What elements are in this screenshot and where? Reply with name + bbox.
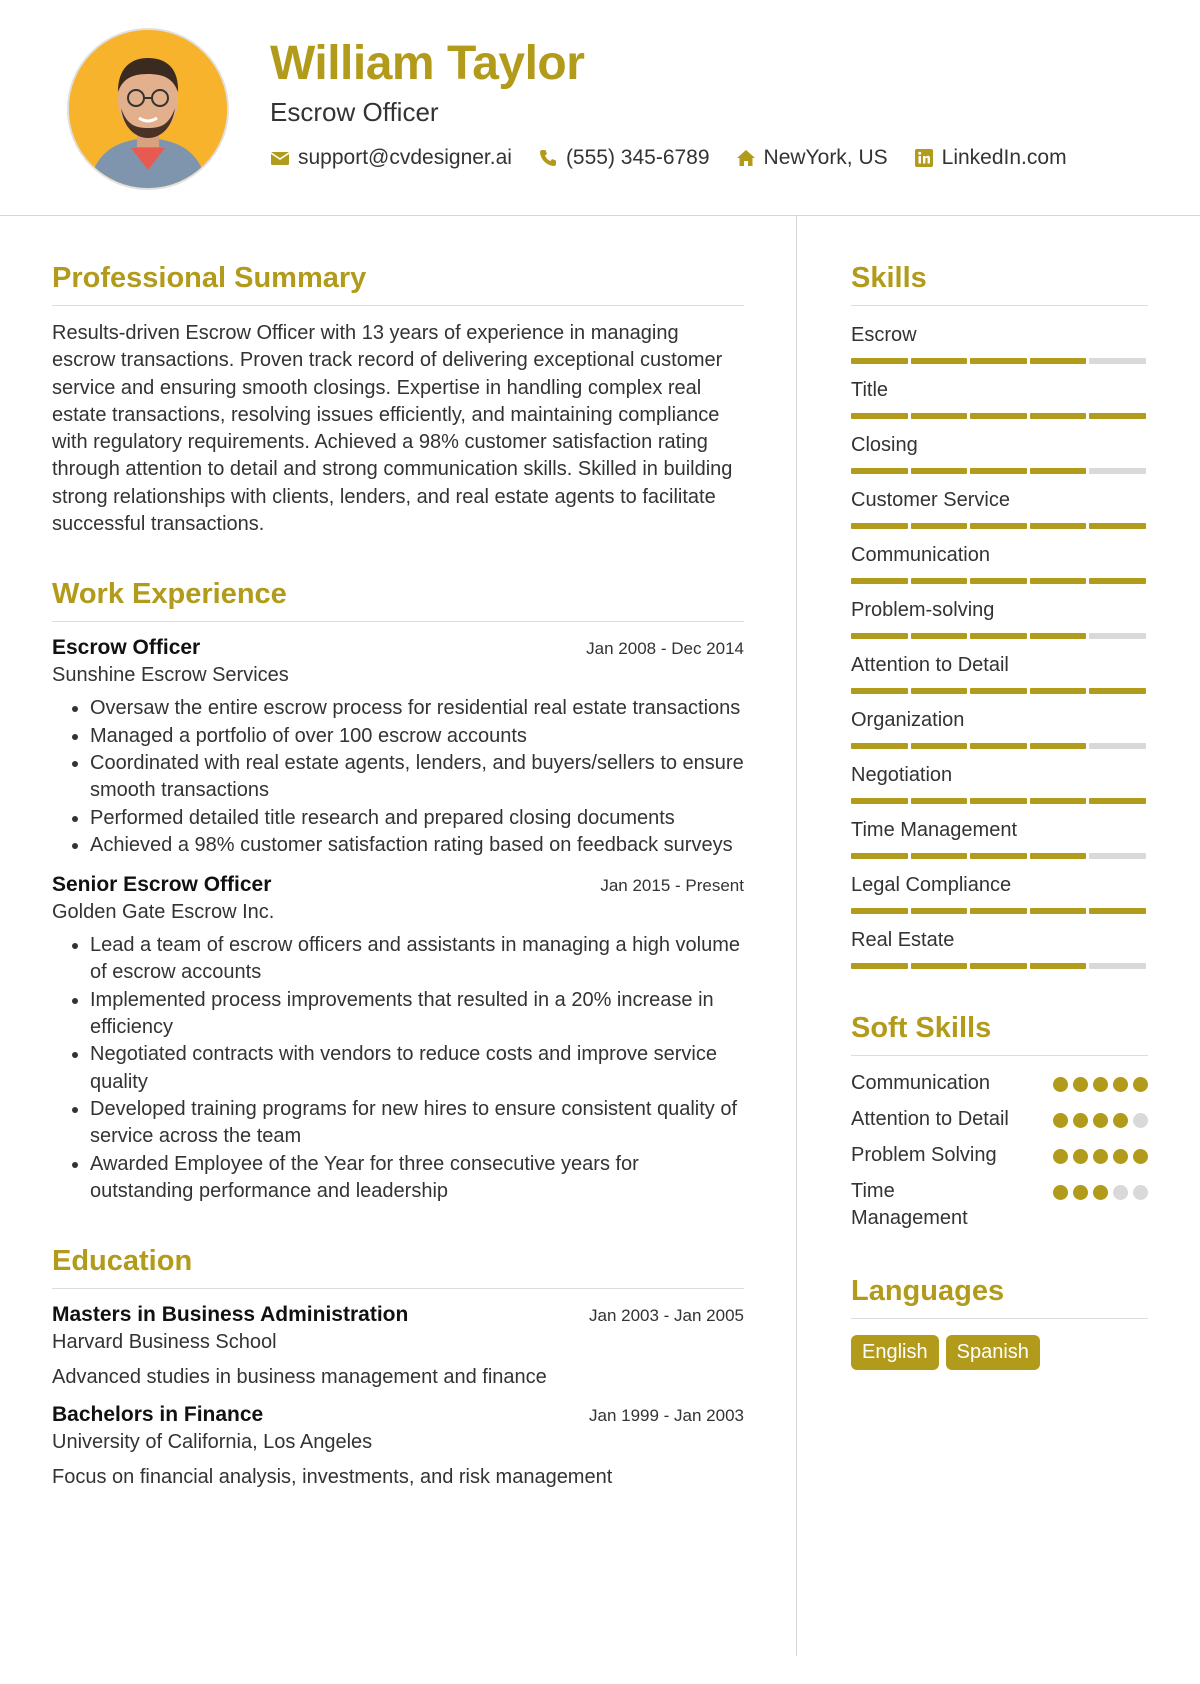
education-list	[52, 1303, 744, 1489]
job-bullet: • Coordinated with real estate agents, lenders, and buyers/sellers to ensure smooth transactions	[90, 750, 744, 805]
job-bullet: • Negotiated contracts with vendors to reduce costs and improve service quality	[90, 1041, 744, 1096]
soft-skill-item	[851, 1106, 1148, 1133]
skill-name: Real Estate	[851, 929, 955, 951]
rating-dot	[1073, 1149, 1088, 1164]
skill-item	[851, 925, 1148, 969]
skill-item	[851, 595, 1148, 639]
skill-level-bar	[851, 743, 1148, 749]
skill-level-segment	[1030, 853, 1087, 859]
skill-name: Problem-solving	[851, 599, 995, 621]
phone-icon	[538, 148, 558, 168]
soft-skills-list	[851, 1070, 1148, 1232]
skill-item	[851, 705, 1148, 749]
rating-dot	[1133, 1077, 1148, 1092]
summary-text: Results-driven Escrow Officer with 13 years of experience in managing escrow transactions. Proven track record of delivering exceptional customer service and ensuring smooth closings. Expertise in handling complex real estate transactions, resolving issues efficiently, and maintaining compliance with regulatory requirements. Achieved a 98% customer satisfaction rating through attention to detail and strong communication skills. Skilled in building strong relationships with clients, lenders, and real estate agents to facilitate successful transactions.	[52, 322, 733, 536]
rating-dot	[1113, 1113, 1128, 1128]
job-bullet: • Developed training programs for new hires to ensure consistent quality of service across the team	[90, 1096, 744, 1151]
skill-level-segment	[911, 743, 968, 749]
skill-level-segment	[1089, 578, 1146, 584]
contact-list	[270, 146, 1067, 170]
skill-level-segment	[1089, 688, 1146, 694]
soft-skill-rating	[1053, 1106, 1148, 1128]
skill-item	[851, 430, 1148, 474]
skill-item	[851, 650, 1148, 694]
skill-level-segment	[1089, 963, 1146, 969]
rating-dot	[1133, 1149, 1148, 1164]
skill-level-segment	[1030, 413, 1087, 419]
skill-name: Title	[851, 379, 889, 401]
soft-skill-item	[851, 1142, 1148, 1169]
skill-level-segment	[1030, 633, 1087, 639]
rating-dot	[1133, 1185, 1148, 1200]
education-description: Advanced studies in business management and finance	[52, 1366, 547, 1389]
skill-level-segment	[911, 578, 968, 584]
skill-level-segment	[851, 578, 908, 584]
avatar	[67, 28, 229, 190]
soft-skill-rating	[1053, 1178, 1148, 1200]
skill-level-segment	[970, 798, 1027, 804]
job-header	[52, 873, 744, 897]
skill-item	[851, 815, 1148, 859]
job-header	[52, 636, 744, 660]
skill-name: Communication	[851, 544, 990, 566]
skill-level-segment	[851, 963, 908, 969]
job-list	[52, 636, 744, 1205]
skill-level-bar	[851, 908, 1148, 914]
skill-name: Customer Service	[851, 489, 1010, 511]
education-header	[52, 1303, 744, 1327]
education-header	[52, 1403, 744, 1427]
skill-level-segment	[851, 688, 908, 694]
experience-heading: Work Experience	[52, 578, 744, 622]
skill-level-segment	[970, 413, 1027, 419]
languages-heading: Languages	[851, 1275, 1148, 1319]
skill-level-segment	[1030, 688, 1087, 694]
skill-level-segment	[911, 523, 968, 529]
rating-dot	[1073, 1077, 1088, 1092]
soft-skill-name: Communication	[851, 1072, 990, 1094]
job-dates: Jan 2008 - Dec 2014	[586, 639, 744, 659]
job-title: Escrow Officer	[52, 636, 201, 660]
summary-heading: Professional Summary	[52, 262, 744, 306]
candidate-name: William Taylor	[270, 37, 585, 90]
skills-heading: Skills	[851, 262, 1148, 306]
skill-level-segment	[970, 468, 1027, 474]
language-list	[851, 1335, 1148, 1370]
skill-name: Negotiation	[851, 764, 953, 786]
skill-level-segment	[1089, 853, 1146, 859]
skill-level-bar	[851, 468, 1148, 474]
skill-level-segment	[1089, 798, 1146, 804]
language-badge: English	[851, 1335, 939, 1370]
rating-dot	[1113, 1185, 1128, 1200]
contact-location-text: NewYork, US	[763, 146, 888, 169]
linkedin-icon	[914, 148, 934, 168]
skill-level-bar	[851, 798, 1148, 804]
skill-item	[851, 870, 1148, 914]
skill-level-segment	[970, 908, 1027, 914]
skill-level-segment	[1089, 358, 1146, 364]
skill-level-segment	[1089, 633, 1146, 639]
education-dates: Jan 1999 - Jan 2003	[588, 1406, 744, 1426]
skill-name: Organization	[851, 709, 965, 731]
school-name: University of California, Los Angeles	[52, 1431, 373, 1454]
rating-dot	[1093, 1113, 1108, 1128]
job-dates: Jan 2015 - Present	[600, 876, 744, 896]
skill-level-bar	[851, 413, 1148, 419]
skill-level-segment	[911, 688, 968, 694]
main-column	[52, 262, 744, 1503]
job-bullet: • Lead a team of escrow officers and assistants in managing a high volume of escrow accounts	[90, 932, 744, 987]
job-bullet: • Performed detailed title research and prepared closing documents	[90, 805, 744, 832]
degree-title: Bachelors in Finance	[52, 1403, 264, 1427]
job-bullets	[52, 695, 744, 859]
side-column	[851, 262, 1148, 1370]
skill-name: Closing	[851, 434, 918, 456]
skill-level-segment	[970, 523, 1027, 529]
education-entry	[52, 1303, 744, 1389]
rating-dot	[1073, 1185, 1088, 1200]
contact-location	[736, 146, 888, 170]
job-bullets	[52, 932, 744, 1205]
job-bullet: • Managed a portfolio of over 100 escrow accounts	[90, 723, 744, 750]
home-icon	[736, 148, 756, 168]
job-bullet: • Achieved a 98% customer satisfaction rating based on feedback surveys	[90, 832, 744, 859]
contact-phone[interactable]	[538, 146, 710, 170]
envelope-icon	[270, 148, 290, 168]
skill-level-segment	[1030, 578, 1087, 584]
skill-level-segment	[851, 908, 908, 914]
rating-dot	[1053, 1077, 1068, 1092]
skill-level-segment	[1089, 468, 1146, 474]
skill-level-segment	[911, 413, 968, 419]
candidate-role: Escrow Officer	[270, 97, 439, 127]
job-bullet: • Implemented process improvements that resulted in a 20% increase in efficiency	[90, 987, 744, 1042]
job-company: Sunshine Escrow Services	[52, 664, 289, 687]
skill-level-bar	[851, 688, 1148, 694]
skill-level-segment	[970, 688, 1027, 694]
education-dates: Jan 2003 - Jan 2005	[588, 1306, 744, 1326]
soft-skills-heading: Soft Skills	[851, 1012, 1148, 1056]
skill-level-segment	[1089, 523, 1146, 529]
skill-item	[851, 320, 1148, 364]
rating-dot	[1093, 1185, 1108, 1200]
contact-email-text: support@cvdesigner.ai	[298, 146, 512, 169]
skill-level-segment	[1030, 743, 1087, 749]
skill-level-segment	[851, 798, 908, 804]
job-bullet: • Oversaw the entire escrow process for residential real estate transactions	[90, 695, 744, 722]
skill-level-segment	[851, 743, 908, 749]
skill-level-segment	[1089, 908, 1146, 914]
skill-level-segment	[1030, 358, 1087, 364]
job-company: Golden Gate Escrow Inc.	[52, 901, 275, 924]
skill-level-segment	[851, 413, 908, 419]
skill-level-segment	[970, 633, 1027, 639]
degree-title: Masters in Business Administration	[52, 1303, 409, 1327]
skill-level-bar	[851, 633, 1148, 639]
skill-name: Attention to Detail	[851, 654, 1009, 676]
rating-dot	[1113, 1077, 1128, 1092]
skill-level-segment	[1089, 413, 1146, 419]
skill-level-segment	[1089, 743, 1146, 749]
rating-dot	[1093, 1077, 1108, 1092]
skill-level-segment	[1030, 468, 1087, 474]
skill-level-segment	[911, 963, 968, 969]
skill-level-segment	[911, 853, 968, 859]
skill-item	[851, 375, 1148, 419]
skill-level-segment	[970, 743, 1027, 749]
soft-skill-name: Problem Solving	[851, 1144, 997, 1166]
skill-level-bar	[851, 578, 1148, 584]
job-entry	[52, 636, 744, 859]
soft-skill-item	[851, 1178, 1148, 1232]
skill-level-segment	[1030, 523, 1087, 529]
school-name: Harvard Business School	[52, 1331, 277, 1354]
skill-level-bar	[851, 853, 1148, 859]
skill-level-segment	[1030, 963, 1087, 969]
skill-level-segment	[851, 633, 908, 639]
job-entry	[52, 873, 744, 1205]
skill-level-segment	[851, 853, 908, 859]
skill-level-segment	[911, 468, 968, 474]
rating-dot	[1093, 1149, 1108, 1164]
skill-level-segment	[851, 358, 908, 364]
job-bullet: • Awarded Employee of the Year for three consecutive years for outstanding performance and leadership	[90, 1151, 744, 1206]
skill-level-segment	[911, 633, 968, 639]
skill-level-bar	[851, 523, 1148, 529]
skill-level-bar	[851, 963, 1148, 969]
contact-email[interactable]	[270, 146, 512, 170]
rating-dot	[1053, 1149, 1068, 1164]
soft-skill-rating	[1053, 1142, 1148, 1164]
contact-linkedin[interactable]	[914, 146, 1067, 170]
soft-skill-rating	[1053, 1070, 1148, 1092]
contact-linkedin-text: LinkedIn.com	[941, 146, 1067, 169]
language-badge: Spanish	[946, 1335, 1040, 1370]
skill-level-segment	[851, 468, 908, 474]
skills-list	[851, 320, 1148, 969]
column-divider	[796, 216, 797, 1656]
skill-level-segment	[851, 523, 908, 529]
education-description: Focus on financial analysis, investments, and risk management	[52, 1466, 613, 1489]
soft-skill-name: Attention to Detail	[851, 1108, 1009, 1130]
rating-dot	[1133, 1113, 1148, 1128]
skill-level-segment	[970, 963, 1027, 969]
skill-level-segment	[970, 578, 1027, 584]
skill-level-segment	[970, 853, 1027, 859]
skill-level-segment	[1030, 798, 1087, 804]
skill-name: Time Management	[851, 819, 1017, 841]
education-heading: Education	[52, 1245, 744, 1289]
rating-dot	[1073, 1113, 1088, 1128]
skill-item	[851, 485, 1148, 529]
job-title: Senior Escrow Officer	[52, 873, 272, 897]
skill-level-segment	[911, 908, 968, 914]
skill-name: Escrow	[851, 324, 917, 346]
rating-dot	[1053, 1113, 1068, 1128]
rating-dot	[1053, 1185, 1068, 1200]
resume-header	[0, 0, 1200, 216]
skill-item	[851, 540, 1148, 584]
contact-phone-text: (555) 345-6789	[565, 146, 710, 169]
skill-level-bar	[851, 358, 1148, 364]
skill-level-segment	[911, 798, 968, 804]
skill-name: Legal Compliance	[851, 874, 1012, 896]
rating-dot	[1113, 1149, 1128, 1164]
soft-skill-item	[851, 1070, 1148, 1097]
skill-level-segment	[911, 358, 968, 364]
education-entry	[52, 1403, 744, 1489]
skill-level-segment	[1030, 908, 1087, 914]
soft-skill-name: Time Management	[851, 1180, 968, 1229]
skill-item	[851, 760, 1148, 804]
skill-level-segment	[970, 358, 1027, 364]
